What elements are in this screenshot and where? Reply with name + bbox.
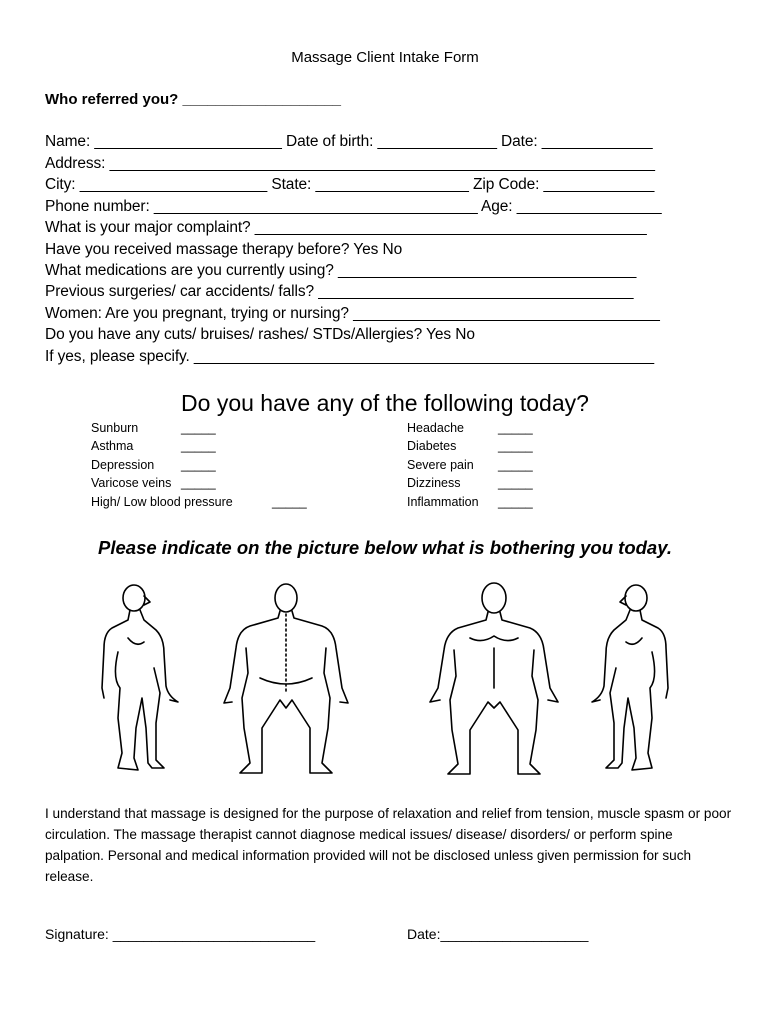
cuts-allergies-line[interactable]: Do you have any cuts/ bruises/ rashes/ STDs/Allergies? Yes No (45, 326, 475, 343)
address-line[interactable]: Address: ________________________________________________________________ (45, 155, 655, 172)
pregnancy-line[interactable]: Women: Are you pregnant, trying or nursing? ____________________________________ (45, 305, 660, 322)
signature-date-field[interactable]: Date:___________________ (407, 926, 589, 942)
body-figure-side-right[interactable] (592, 585, 668, 770)
form-title: Massage Client Intake Form (291, 49, 479, 66)
condition-label: Diabetes (407, 439, 457, 453)
referred-by-field[interactable]: Who referred you? ___________________ (45, 91, 342, 108)
body-figure-back[interactable] (224, 584, 348, 773)
complaint-line[interactable]: What is your major complaint? ______________________________________________ (45, 219, 647, 236)
condition-label: Depression (91, 458, 155, 472)
body-figure-front[interactable] (430, 583, 558, 774)
consent-statement: I understand that massage is designed for the purpose of relaxation and relief from tension, muscle spasm or poor circulation. The massage therapist cannot diagnose medical issues/ disease/ disorders/ or perform spine palpation. Personal and medical information provided will not be disclosed unless given permission for such release. (45, 806, 732, 884)
condition-blank[interactable]: _____ (498, 458, 533, 472)
surgeries-line[interactable]: Previous surgeries/ car accidents/ falls? _____________________________________ (45, 283, 634, 300)
phone-age-line[interactable]: Phone number: ______________________________________ Age: _________________ (45, 198, 662, 215)
condition-blank[interactable]: _____ (498, 476, 533, 490)
condition-blank[interactable]: _____ (181, 458, 216, 472)
signature-field[interactable]: Signature: __________________________ (45, 926, 316, 942)
condition-blank[interactable]: _____ (272, 495, 307, 509)
condition-label: Asthma (91, 439, 134, 453)
condition-blank[interactable]: _____ (181, 476, 216, 490)
condition-blank[interactable]: _____ (498, 495, 533, 509)
condition-label: Headache (407, 421, 464, 435)
condition-blank[interactable]: _____ (498, 421, 533, 435)
condition-blank[interactable]: _____ (181, 421, 216, 435)
body-figure-side-left[interactable] (102, 585, 178, 770)
condition-label: Sunburn (91, 421, 139, 435)
conditions-heading: Do you have any of the following today? (181, 390, 589, 416)
condition-label: Inflammation (407, 495, 479, 509)
condition-blank[interactable]: _____ (181, 439, 216, 453)
body-chart[interactable] (90, 578, 690, 783)
condition-label: High/ Low blood pressure (91, 495, 233, 509)
condition-label: Varicose veins (91, 476, 172, 490)
specify-line[interactable]: If yes, please specify. ______________________________________________________ (45, 348, 655, 365)
medications-line[interactable]: What medications are you currently using? ___________________________________ (45, 262, 637, 279)
condition-blank[interactable]: _____ (498, 439, 533, 453)
city-state-zip-line[interactable]: City: ______________________ State: __________________ Zip Code: _____________ (45, 176, 655, 193)
name-dob-date-line[interactable]: Name: ______________________ Date of birth: ______________ Date: _____________ (45, 133, 653, 150)
condition-label: Severe pain (407, 458, 474, 472)
condition-label: Dizziness (407, 476, 461, 490)
body-chart-heading: Please indicate on the picture below what is bothering you today. (98, 537, 672, 558)
massage-before-line[interactable]: Have you received massage therapy before? Yes No (45, 241, 403, 258)
